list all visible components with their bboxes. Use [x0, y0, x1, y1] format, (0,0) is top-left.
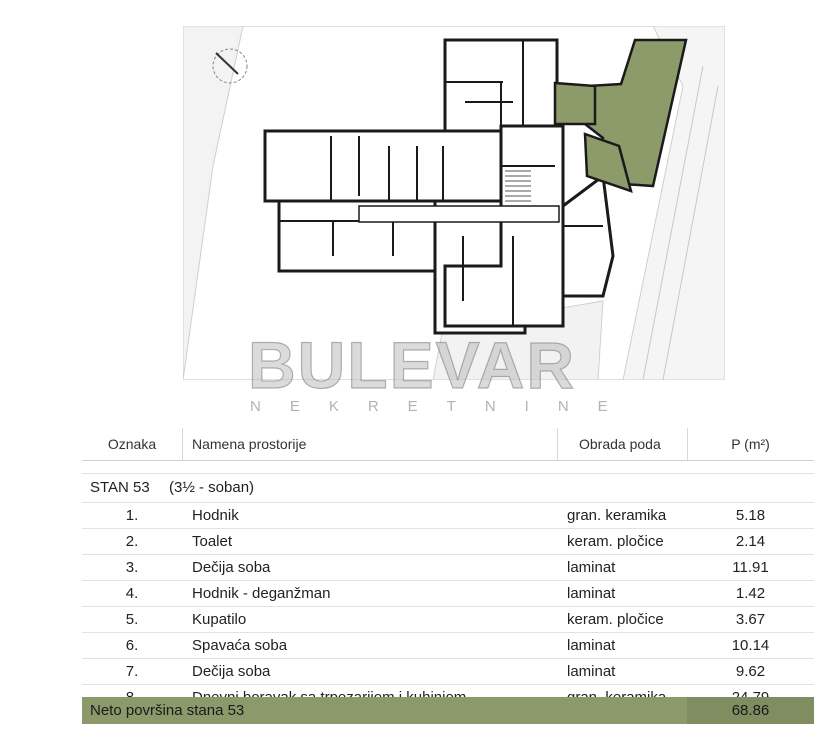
row-floor-finish: keram. pločice [567, 533, 664, 550]
row-room-name: Dečija soba [192, 663, 271, 680]
row-room-name: Toalet [192, 533, 233, 550]
row-number: 1. [125, 507, 139, 524]
apartment-label: STAN 53 [90, 479, 150, 496]
row-number: 6. [125, 637, 139, 654]
row-floor-finish: gran. keramika [567, 507, 667, 524]
room-table [82, 428, 814, 711]
total-area-cell [687, 697, 814, 724]
row-room-name: Kupatilo [192, 611, 247, 628]
header-oznaka: Oznaka [107, 436, 157, 452]
apartment-row [82, 474, 814, 503]
total-label: Neto površina stana 53 [90, 702, 245, 719]
row-number: 7. [125, 663, 139, 680]
row-floor-finish: laminat [567, 559, 616, 576]
watermark-brand: BULEVAR [247, 328, 577, 402]
row-area: 2.14 [735, 533, 766, 550]
row-room-name: Spavaća soba [192, 637, 288, 654]
table-spacer [82, 461, 814, 474]
row-floor-finish: keram. pločice [567, 611, 664, 628]
watermark [232, 328, 637, 415]
row-number: 4. [125, 585, 139, 602]
header-obrada: Obrada poda [579, 436, 661, 452]
row-area: 1.42 [735, 585, 766, 602]
total-area: 68.86 [731, 702, 770, 719]
apartment-rooms: (3½ - soban) [169, 479, 255, 496]
row-number: 5. [125, 611, 139, 628]
table-row [82, 607, 814, 633]
row-room-name: Hodnik - deganžman [192, 585, 331, 602]
table-header [82, 428, 814, 461]
table-row [82, 633, 814, 659]
table-row [82, 503, 814, 529]
table-row [82, 581, 814, 607]
watermark-tagline: NEKRETNINE [250, 398, 637, 415]
row-floor-finish: laminat [567, 637, 616, 654]
floor-plan [183, 26, 725, 380]
table-row [82, 659, 814, 685]
row-area: 10.14 [731, 637, 770, 654]
row-area: 3.67 [735, 611, 766, 628]
floor-plan-drawing [183, 26, 725, 380]
row-floor-finish: laminat [567, 663, 616, 680]
row-number: 3. [125, 559, 139, 576]
header-namena: Namena prostorije [192, 436, 307, 452]
row-area: 9.62 [735, 663, 766, 680]
table-row [82, 529, 814, 555]
row-area: 11.91 [732, 559, 769, 576]
row-room-name: Dečija soba [192, 559, 271, 576]
row-area: 5.18 [735, 507, 766, 524]
header-povrsina: P (m²) [731, 436, 770, 452]
row-floor-finish: laminat [567, 585, 616, 602]
table-row [82, 555, 814, 581]
row-number: 2. [125, 533, 139, 550]
total-row [82, 697, 814, 724]
row-room-name: Hodnik [192, 507, 239, 524]
